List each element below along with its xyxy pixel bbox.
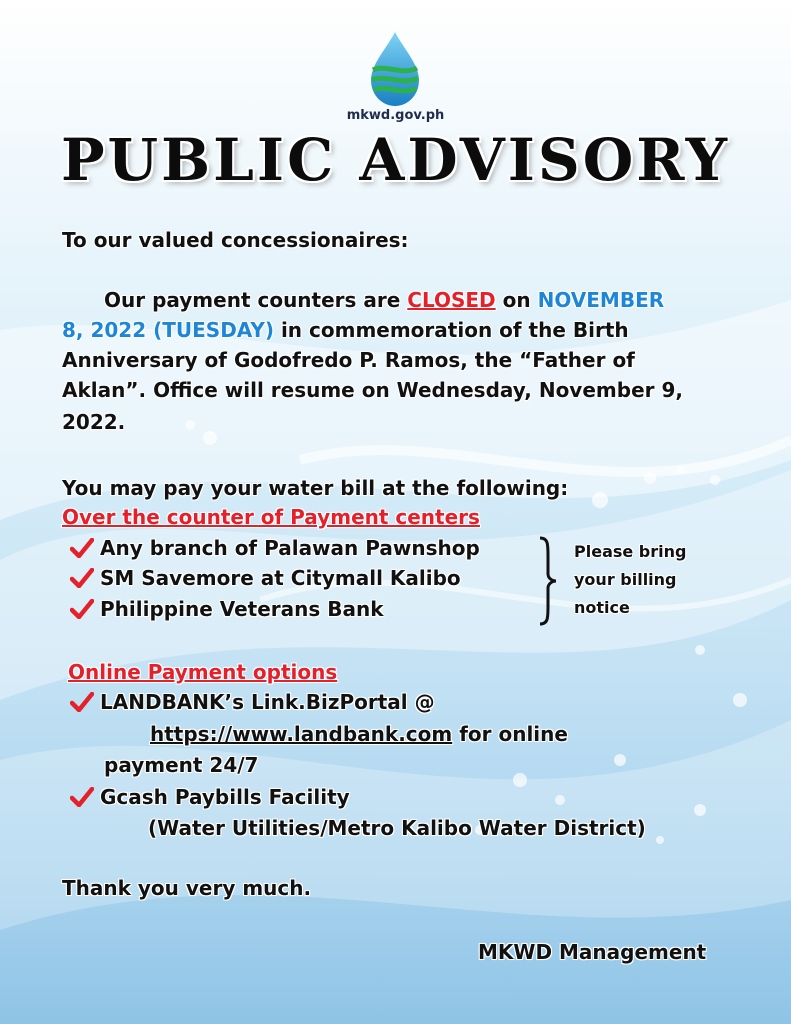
landbank-availability: payment 24/7 (104, 753, 259, 777)
landbank-label: LANDBANK’s Link.BizPortal @ (100, 690, 435, 714)
payment-intro: You may pay your water bill at the following: (62, 476, 569, 500)
check-icon (70, 599, 94, 619)
announcement-text: in commemoration of the Birth (273, 318, 629, 342)
check-icon (70, 568, 94, 588)
check-icon (70, 538, 94, 558)
page-title: PUBLIC ADVISORY (60, 126, 731, 194)
landbank-url-line (150, 722, 568, 746)
list-item (70, 566, 461, 590)
announcement-line-3: Anniversary of Godofredo P. Ramos, the “Father of (62, 348, 635, 372)
water-drop-logo (365, 30, 425, 108)
signature: MKWD Management (478, 940, 707, 964)
billing-note-line: notice (574, 598, 630, 617)
announcement-line-4: Aklan”. Office will resume on Wednesday, November 9, (62, 378, 683, 402)
announcement-text: Our payment counters are (104, 288, 408, 312)
list-item (70, 785, 350, 809)
announcement-line-5: 2022. (62, 410, 126, 434)
check-icon (70, 692, 94, 712)
brace-icon (536, 536, 560, 626)
otc-item-label: SM Savemore at Citymall Kalibo (100, 566, 461, 590)
billing-note-line: your billing (574, 570, 677, 589)
check-icon (70, 787, 94, 807)
otc-heading: Over the counter of Payment centers (62, 505, 480, 529)
announcement-text: on (495, 288, 538, 312)
list-item (70, 536, 480, 560)
thanks-text: Thank you very much. (62, 876, 312, 900)
billing-note-line: Please bring (574, 542, 687, 561)
announcement-line-1 (104, 288, 664, 312)
list-item (70, 597, 384, 621)
site-url: mkwd.gov.ph (346, 108, 445, 123)
otc-item-label: Any branch of Palawan Pawnshop (100, 536, 480, 560)
greeting: To our valued concessionaires: (62, 228, 409, 252)
landbank-url-suffix: for online (452, 722, 568, 746)
gcash-detail: (Water Utilities/Metro Kalibo Water District) (148, 816, 646, 840)
otc-item-label: Philippine Veterans Bank (100, 597, 384, 621)
date-highlight: 8, 2022 (TUESDAY) (62, 318, 274, 342)
list-item (70, 690, 435, 714)
gcash-label: Gcash Paybills Facility (100, 785, 350, 809)
closed-highlight: CLOSED (407, 288, 496, 312)
online-heading: Online Payment options (68, 660, 338, 684)
announcement-line-2 (62, 318, 629, 342)
landbank-link[interactable]: https://www.landbank.com (150, 722, 453, 746)
date-highlight: NOVEMBER (537, 288, 665, 312)
